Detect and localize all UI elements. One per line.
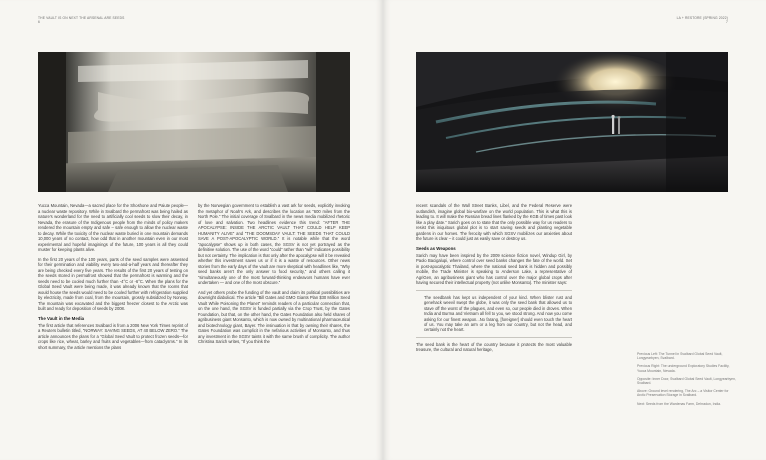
paragraph: And yet others probe the funding of the vault and claim its political possibilities are downright diabolical. The article “Bill Gates and GMO Giants Plan $30 Million Seed Vault While Poisoning the Planet” reminds readers of a particular connection that, on the one hand, the SGSV is funded partially via the Crop Trust, by the Gates Foundation, but that, on the other hand, the Gates Foundation also held shares of agribusiness giant Monsanto, which is now owned by multinational pharmaceutical and biotechnology giant, Bayer. The insinuation is that by owning their shares, the Gates Foundation was complicit in the nefarious activities of Monsanto, and thus any investment in the SGSV taints it with the same brush of complicity. The author Christina Sarich writes, “If you think the: [198, 289, 350, 345]
vault-corridor-photo: [416, 52, 728, 192]
running-head-title: LA + RESTORE (SPRING 2022): [676, 16, 728, 20]
vault-tunnel-photo: [38, 52, 350, 192]
paragraph: The seed bank is the heart of the country because it protects the most valuable treasure, the cultural and natural heritage,: [416, 341, 572, 353]
folio-right: 7: [726, 20, 728, 25]
caption: Previous Left: The Tunnel in Svalbard Global Seed Vault, Longyearbyen, Svalbard.: [637, 352, 723, 361]
paragraph: The first article that references Svalbard is from a 2006 New York Times reprint of a Reuters bulletin titled, “NORWAY: SAVING SEEDS, AT 40 BELOW ZERO.” The article announces the plans for a “Global Seed Vault to protect frozen seeds—for crops like rice, wheat, barley and fruits and vegetables—from cataclysms.” In its short summary, the article mentions the plans: [38, 322, 188, 350]
running-head-left: [38, 16, 125, 24]
left-column-1: [38, 203, 188, 355]
paragraph: Yucca Mountain, Nevada—a sacred place for the Shoshone and Paiute people—a nuclear waste repository. While in Svalbard the permafrost was being hailed as nature’s wonderland for the need to artificially cool seeds to slow their decay, in Nevada, the erasure of the Indigenous people from the minds of policy makers rendered the mountain empty and safe – safe enough to allow the nuclear waste to decay. While the toxicity of the nuclear waste buried in one mountain demands 10,000 years of no contact, how odd that in another mountain even in our most experimental and hopeful imaginings of the future, 100 years is all they could muster for keeping plants alive.: [38, 203, 188, 252]
folio-left: 6: [38, 20, 40, 25]
section-heading: Seeds as Weapons: [416, 245, 456, 251]
vault-tunnel-illustration: [38, 52, 350, 192]
paragraph: In the first 20 years of the 100 years, parts of the seed samples were assessed for their germination and viability every two-and-a-half years and thereafter they are being checked every five years. The results of the first 20 years of testing on the seeds stored in permafrost showed that the permafrost is warming and the seeds need to be cooled much further than -4°C or -6°C. When the plans for the Global Seed Vault were being made, it was already known that the rooms that would house the seeds would need to be cooled further with refrigeration supplied by electricity, made from coal, from the mountain, grossly subsidized by Norway. The mountain was excavated and the biggest freezer closest to the Arctic was built and ready for deposition of seeds by 2008.: [38, 256, 188, 312]
running-head-right: [677, 16, 728, 24]
caption: Opposite: Inner Door, Svalbard Global Seed Vault, Longyearbyen, Svalbard.: [637, 376, 736, 386]
right-page: [383, 0, 766, 460]
vault-corridor-illustration: [416, 52, 728, 192]
running-head-title: THE VAULT IS ON NEXT THE ARSENAL ARE SEEDS: [38, 16, 125, 20]
caption: Next: Seeds from the Wardenas Farm, Dehradun, India.: [637, 401, 721, 406]
section-heading: The Vault in the Media: [38, 315, 85, 321]
paragraph: by the Norwegian government to establish a vast ark for seeds, explicitly invoking the metaphor of Noah’s Ark, and describes the location as “600 miles from the North Pole.” The initial coverage of Svalbard in the news media mobilized rhetoric of love and salvation. Two headlines evidence this trend: “AFTER THE APOCALYPSE: INSIDE THE ARCTIC VAULT THAT COULD HELP KEEP HUMANITY ALIVE” and “THE DOOMSDAY VAULT: THE SEEDS THAT COULD SAVE A POST-APOCALYPTIC WORLD.” It is notable while that the word “apocalypse” shows up in both cases, the SGSV is not yet portrayed as the definitive solution. The use of the word “could” rather than “will” indicates possibility but not certainty. The implication is that only after the apocalypse will it be revealed whether this investment saves us or if it is a waste of resources. Other news stories from the early days of the vault are more skeptical with headlines like, “Why seed banks aren’t the only answer to food security,” and others calling it “simultaneously one of the most forward-thinking endeavors humans have ever undertaken — and one of the most obscure.”: [198, 203, 350, 285]
left-column-2: [198, 203, 350, 349]
right-column-1: [416, 203, 572, 357]
photo-captions: [637, 352, 737, 410]
caption: Previous Right: The underground Exploratory Studies Facility, Yucca Mountain, Nevada.: [637, 364, 730, 373]
caption: Above: Ground level rendering, The Arc – a Visitor Center for Arctic Preservation Storage in Svalbard.: [637, 389, 729, 398]
paragraph: recent scandals of the Wall Street Banks, Libel, and the Federal Reserve were outlandish, imagine global bio-warfare on the world population. This is what this is leading to. It will make the Russian bread lines flanked by the KGB of times past look like a play date.” Sarich goes on to state that the only possible way for us readers to resist this iniquitous global plot is to start saving seeds and planting vegetable gardens in our homes. The ferocity with which SGSV mobilizes our anxieties about the future is clear – it could just as easily save or destroy us.: [416, 203, 572, 241]
block-quote: The seedbank has kept us independent of your kind. When blister rust and genehack weevil swept the globe, it was only the seed bank that allowed us to stave off the worst of the plagues, and even so, our people died in droves. When India and Burma and Vietnam all fell to you, we stood strong. And now you come asking for our finest weapon...No farang, [foreigner] should even touch the heart of us. You may take an arm or a leg from our country, but not the head, and certainly not the heart.: [416, 290, 572, 338]
paragraph: Sarich may have been inspired by the 2009 science fiction novel, Windup Girl, by Paolo Bacigalupi, where control over seed banks changes the fate of the world. Set in post-apocalyptic Thailand, where the national seed bank is hidden and possibly mobile, the Trade Minister is speaking to Anderson Lake, a representative of AgriGen, an agribusiness giant who has control over the major global crops after having secured their intellectual property (not unlike Monsanto). The minister says:: [416, 252, 572, 286]
